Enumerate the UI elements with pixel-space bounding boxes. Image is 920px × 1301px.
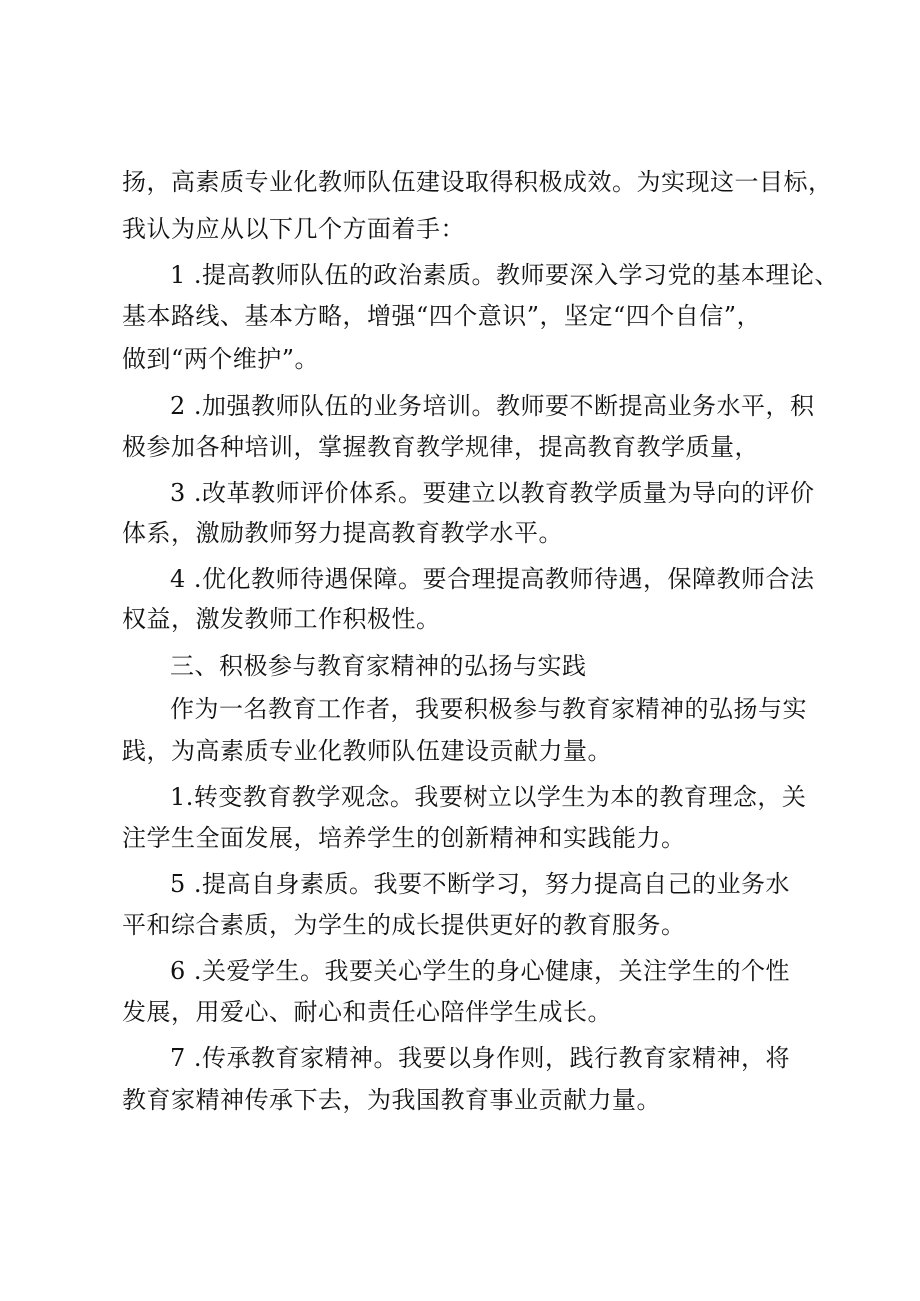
body-text-line: 践，为高素质专业化教师队伍建设贡献力量。 xyxy=(122,737,612,765)
body-text-line: 作为一名教育工作者，我要积极参与教育家精神的弘扬与实 xyxy=(170,695,807,723)
list-item-text: 6 .关爱学生。我要关心学生的身心健康，关注学生的个性 xyxy=(170,957,791,985)
body-text-line: 注学生全面发展，培养学生的创新精神和实践能力。 xyxy=(122,824,686,852)
body-text-line: 体系，激励教师努力提高教育教学水平。 xyxy=(122,519,563,547)
section-heading: 三、积极参与教育家精神的弘扬与实践 xyxy=(170,652,587,680)
list-item-text: 5 .提高自身素质。我要不断学习，努力提高自己的业务水 xyxy=(170,870,791,898)
list-item-text: 3 .改革教师评价体系。要建立以教育教学质量为导向的评价 xyxy=(170,479,815,507)
list-item-text: 1.转变教育教学观念。我要树立以学生为本的教育理念，关 xyxy=(170,783,807,811)
body-text-line: 我认为应从以下几个方面着手： xyxy=(122,215,465,243)
list-item-text: 4 .优化教师待遇保障。要合理提高教师待遇，保障教师合法 xyxy=(170,565,815,593)
list-item-text: 1 .提高教师队伍的政治素质。教师要深入学习党的基本理论、 xyxy=(170,261,840,289)
list-item-text: 7 .传承教育家精神。我要以身作则，践行教育家精神，将 xyxy=(170,1044,791,1072)
body-text-line: 基本路线、基本方略，增强“四个意识”，坚定“四个自信”， xyxy=(122,302,762,330)
body-text-line: 极参加各种培训，掌握教育教学规律，提高教育教学质量， xyxy=(122,433,759,461)
body-text-line: 扬，高素质专业化教师队伍建设取得积极成效。为实现这一目标， xyxy=(122,168,833,196)
body-text-line: 做到“两个维护”。 xyxy=(122,345,320,373)
body-text-line: 平和综合素质，为学生的成长提供更好的教育服务。 xyxy=(122,911,686,939)
body-text-line: 教育家精神传承下去，为我国教育事业贡献力量。 xyxy=(122,1086,661,1114)
body-text-line: 权益，激发教师工作积极性。 xyxy=(122,605,441,633)
list-item-text: 2 .加强教师队伍的业务培训。教师要不断提高业务水平，积 xyxy=(170,392,815,420)
body-text-line: 发展，用爱心、耐心和责任心陪伴学生成长。 xyxy=(122,998,612,1026)
